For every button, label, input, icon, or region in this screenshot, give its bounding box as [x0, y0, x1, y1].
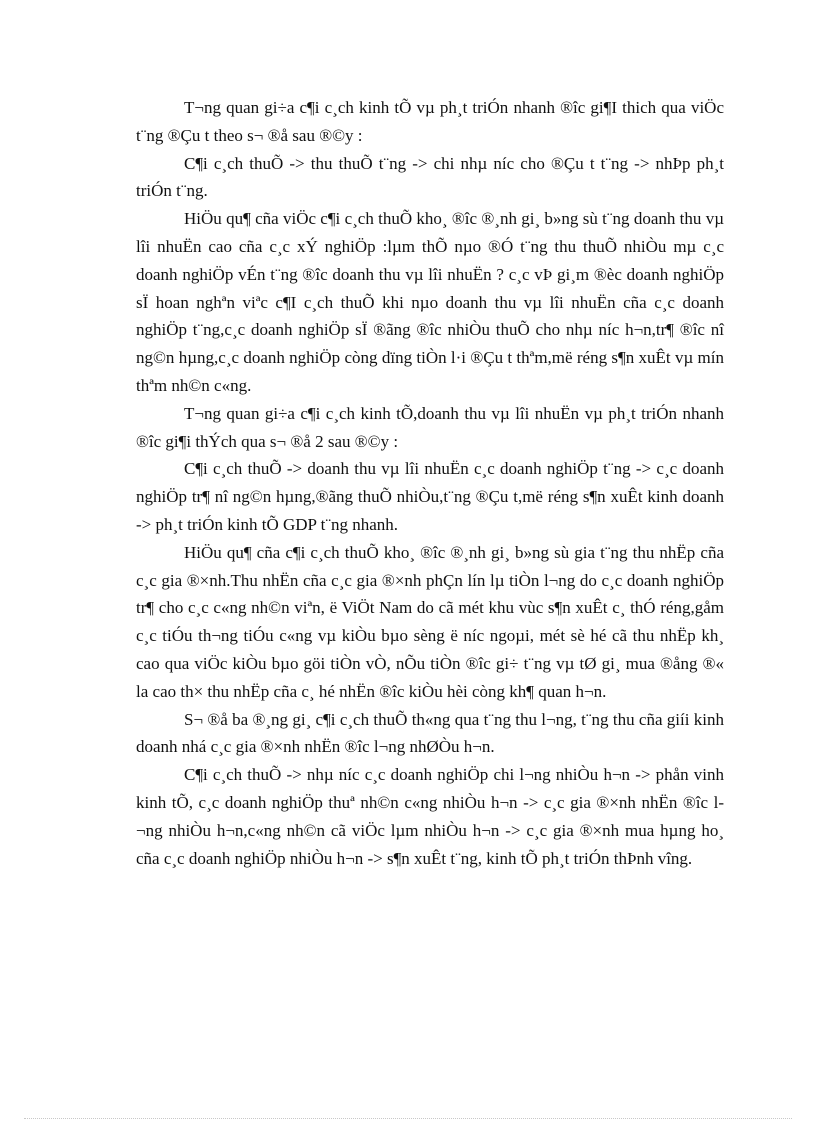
paragraph-5: C¶i c¸ch thuÕ -> doanh thu vµ lîi nhuËn c¸c doanh nghiÖp t¨ng -> c¸c doanh nghiÖp tr¶ nî ng©n hµng,®ãng thuÕ nhiÒu,t¨ng ®Çu t,më réng s¶n xuÊt kinh doanh -> ph¸t triÓn kinh tÕ GDP t¨ng nhanh.: [136, 459, 724, 534]
paragraph-7: S¬ ®å ba ®¸ng gi¸ c¶i c¸ch thuÕ th«ng qua t¨ng thu l¬ng, t¨ng thu cña giíi kinh doanh nhá c¸c gia ®×nh nhËn ®îc l¬ng nhØÒu h¬n.: [136, 709, 724, 757]
paragraph-6: HiÖu qu¶ cña c¶i c¸ch thuÕ kho¸ ®îc ®¸nh gi¸ b»ng sù gia t¨ng thu nhËp cña c¸c gia ®×nh.Thu nhËn cña c¸c gia ®×nh phÇn lín lµ tiÒn l¬ng do c¸c doanh nghiÖp tr¶ cho c¸c c«ng nh©n viªn, ë ViÖt Nam do cã mét khu vùc s¶n xuÊt c¸ thÓ réng,gåm c¸c tiÓu th¬ng tiÓu c«ng vµ kiÒu bµo sèng ë níc ngoµi, mét sè hé cã thu nhËp kh¸ cao qua viÖc kiÒu bµo göi tiÒn vÒ, nÕu tiÒn ®îc gi÷ t¨ng vµ tØ gi¸ mua ®ång ®« la cao th× thu nhËp cña c¸ hé nhËn ®îc kiÒu hèi còng kh¶ quan h¬n.: [136, 542, 724, 701]
body-text: [136, 94, 724, 872]
paragraph-3: HiÖu qu¶ cña viÖc c¶i c¸ch thuÕ kho¸ ®îc ®¸nh gi¸ b»ng sù t¨ng doanh thu vµ lîi nhuËn cao cña c¸c xÝ nghiÖp :lµm thÕ nµo ®Ó t¨ng thu thuÕ nhiÒu mµ c¸c doanh nghiÖp vÉn t¨ng ®îc doanh thu vµ lîi nhuËn ? c¸c vÞ gi¸m ®èc doanh nghiÖp sÏ hoan nghªn viªc c¶I c¸ch thuÕ khi nµo doanh thu vµ lîi nhuËn cña c¸c doanh nghiÖp t¨ng,c¸c doanh nghiÖp sÏ ®ãng ®îc nhiÒu thuÕ cho nhµ níc h¬n,tr¶ ®îc nî ng©n hµng,c¸c doanh nghiÖp còng dïng tiÒn l·i ®Çu t thªm,më réng s¶n xuÊt vµ mín thªm nh©n c«ng.: [136, 209, 724, 395]
paragraph-8: C¶i c¸ch thuÕ -> nhµ níc c¸c doanh nghiÖp chi l¬ng nhiÒu h¬n -> phån vinh kinh tÕ, c¸c doanh nghiÖp thuª nh©n c«ng nhiÒu h¬n -> c¸c gia ®×nh nhËn ®îc l¬ng nhiÒu h¬n,c«ng nh©n cã viÖc lµm nhiÒu h¬n -> c¸c gia ®×nh mua hµng ho¸ cña c¸c doanh nghiÖp nhiÒu h¬n -> s¶n xuÊt t¨ng, kinh tÕ ph¸t triÓn thÞnh vîng.: [136, 765, 724, 868]
paragraph-2: C¶i c¸ch thuÕ -> thu thuÕ t¨ng -> chi nhµ níc cho ®Çu t t¨ng -> nhÞp ph¸t triÓn t¨ng.: [136, 153, 724, 201]
paragraph-1: T¬ng quan gi÷a c¶i c¸ch kinh tÕ vµ ph¸t triÓn nhanh ®îc gi¶I thich qua viÖc t¨ng ®Çu t theo s¬ ®å sau ®©y :: [136, 98, 724, 145]
paragraph-4: T¬ng quan gi÷a c¶i c¸ch kinh tÕ,doanh thu vµ lîi nhuËn vµ ph¸t triÓn nhanh ®îc gi¶i thÝch qua s¬ ®å 2 sau ®©y :: [136, 403, 724, 451]
page-bottom-divider: [24, 1118, 792, 1119]
